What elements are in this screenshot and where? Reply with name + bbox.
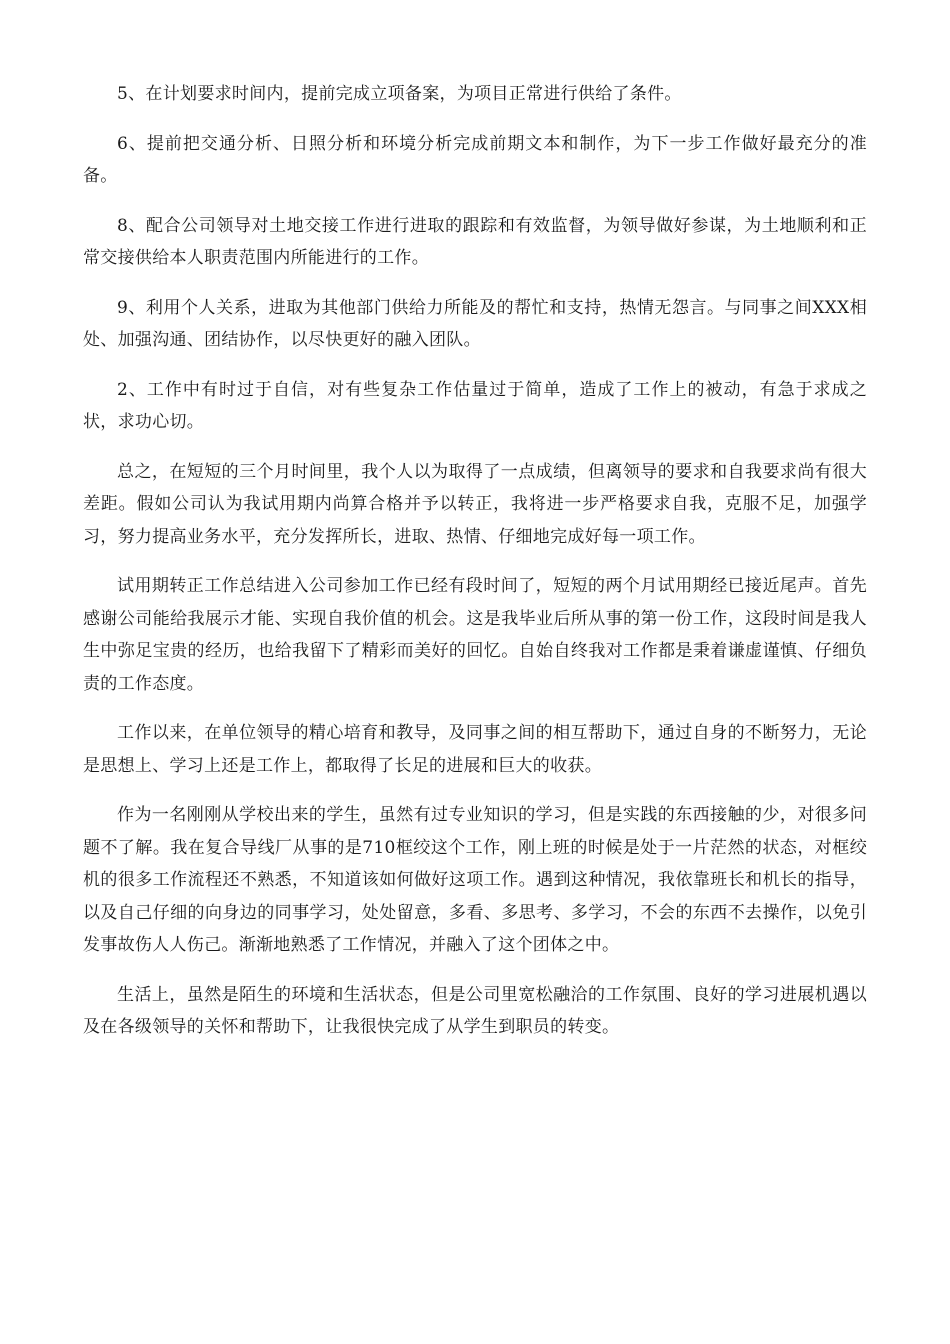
paragraph-summary: 总之，在短短的三个月时间里，我个人以为取得了一点成绩，但离领导的要求和自我要求尚有很大差距。假如公司认为我试用期内尚算合格并予以转正，我将进一步严格要求自我，克服不足，加强学习，努力提高业务水平，充分发挥所长，进取、热情、仔细地完成好每一项工作。 [83, 461, 867, 547]
paragraph-item-5: 5、在计划要求时间内，提前完成立项备案，为项目正常进行供给了条件。 [117, 84, 682, 104]
paragraph-life: 生活上，虽然是陌生的环境和生活状态，但是公司里宽松融洽的工作氛围、良好的学习进展机遇以及在各级领导的关怀和帮助下，让我很快完成了从学生到职员的转变。 [83, 984, 867, 1037]
document-body [83, 78, 867, 1061]
paragraph-item-8: 8、配合公司领导对土地交接工作进行进取的跟踪和有效监督，为领导做好参谋，为土地顺利和正常交接供给本人职责范围内所能进行的工作。 [83, 215, 867, 268]
paragraph-new-graduate: 作为一名刚刚从学校出来的学生，虽然有过专业知识的学习，但是实践的东西接触的少，对很多问题不了解。我在复合导线厂从事的是710框绞这个工作，刚上班的时候是处于一片茫然的状态，对框绞机的很多工作流程还不熟悉，不知道该如何做好这项工作。遇到这种情况，我依靠班长和机长的指导，以及自己仔细的向身边的同事学习，处处留意，多看、多思考、多学习，不会的东西不去操作，以免引发事故伤人人伤己。渐渐地熟悉了工作情况，并融入了这个团体之中。 [83, 805, 867, 955]
paragraph-item-2: 2、工作中有时过于自信，对有些复杂工作估量过于简单，造成了工作上的被动，有急于求成之状，求功心切。 [83, 379, 867, 432]
paragraph-item-6: 6、提前把交通分析、日照分析和环境分析完成前期文本和制作，为下一步工作做好最充分的准备。 [83, 133, 867, 186]
paragraph-item-9: 9、利用个人关系，进取为其他部门供给力所能及的帮忙和支持，热情无怨言。与同事之间XXX相处、加强沟通、团结协作，以尽快更好的融入团队。 [83, 297, 867, 350]
paragraph-work-since: 工作以来，在单位领导的精心培育和教导，及同事之间的相互帮助下，通过自身的不断努力，无论是思想上、学习上还是工作上，都取得了长足的进展和巨大的收获。 [83, 723, 867, 776]
paragraph-probation-intro: 试用期转正工作总结进入公司参加工作已经有段时间了，短短的两个月试用期经已接近尾声。首先感谢公司能给我展示才能、实现自我价值的机会。这是我毕业后所从事的第一份工作，这段时间是我人生中弥足宝贵的经历，也给我留下了精彩而美好的回忆。自始自终我对工作都是秉着谦虚谨慎、仔细负责的工作态度。 [83, 576, 867, 694]
